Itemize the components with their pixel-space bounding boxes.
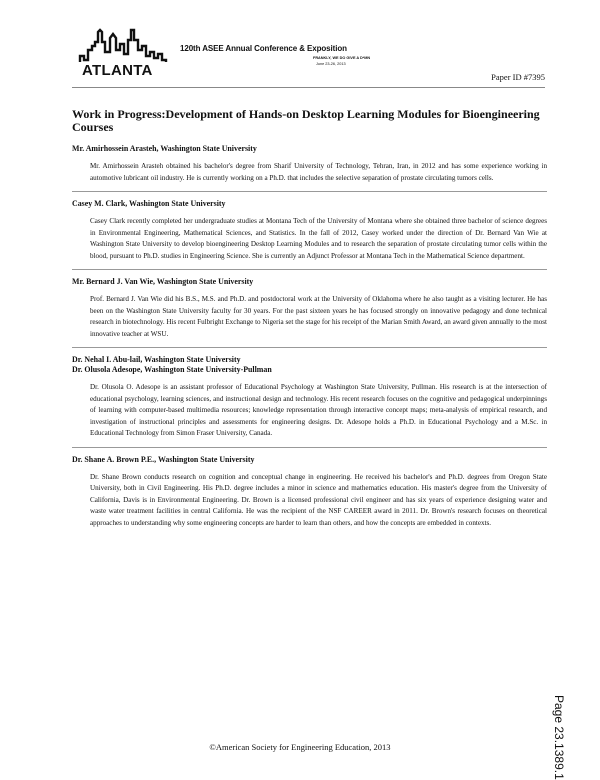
conference-header — [180, 44, 371, 66]
author-divider — [72, 191, 547, 192]
side-page-number: Page 23.1389.1 — [552, 695, 566, 780]
author-name: Dr. Olusola Adesope, Washington State University-Pullman — [72, 365, 272, 374]
author-name: Mr. Amirhossein Arasteh, Washington State University — [72, 144, 257, 153]
paper-title: Work in Progress:Development of Hands-on Desktop Learning Modules for Bioengineering Courses — [72, 107, 540, 134]
author-divider — [72, 347, 547, 348]
paper-id: Paper ID #7395 — [491, 72, 545, 82]
author-block — [72, 355, 547, 440]
author-block — [72, 199, 547, 262]
copyright-footer: ©American Society for Engineering Education, 2013 — [209, 742, 391, 752]
author-divider — [72, 269, 547, 270]
author-block — [72, 277, 547, 340]
author-name: Casey M. Clark, Washington State University — [72, 199, 226, 208]
author-name: Dr. Shane A. Brown P.E., Washington State University — [72, 454, 255, 464]
author-bio: Dr. Olusola O. Adesope is an assistant professor of Educational Psychology at Washington State University, Pullman. His research is at the intersection of educational psychology, learning sciences, and instructional design and technology. His recent research focuses on the cognitive and pedagogical underpinnings of learning with computer-based multimedia resources; knowledge representation through interactive concept maps; meta-analysis of empirical research, and investigation of instructional principles and assessments for engineering designs. Dr. Adesope holds a Ph.D. in Educational Psychology and a M.Sc. in Educational Technology from Simon Fraser University, Canada. — [90, 383, 547, 437]
city-wordmark: ATLANTA — [82, 62, 153, 79]
author-bio: Dr. Shane Brown conducts research on cognition and conceptual change in engineering. He received his bachelor's and Ph.D. degrees from Oregon State University, both in Civil Engineering. His Ph.D. degree includes a minor in science and mathematics education. His master's degree from the University of California, Davis is in Environmental Engineering. Dr. Brown is a licensed professional civil engineer and has six years of experience designing water and waste water treatment facilities in central California. He was the recipient of the NSF CAREER award in 2011. Dr. Brown's research focuses on theoretical approaches to understanding why some engineering concepts are harder to learn than others, and how the concepts are embedded in contexts. — [90, 472, 547, 527]
author-bio: Prof. Bernard J. Van Wie did his B.S., M.S. and Ph.D. and postdoctoral work at the University of Oklahoma where he also taught as a visiting lecturer. He has been on the Washington State University faculty for 30 years. For the past sixteen years he has focused strongly on innovative pedagogy and done technical research in biotechnology. His recent Fulbright Exchange to Nigeria set the stage for his receipt of the Marian Smith Award, an award given annually to the most innovative teacher at WSU. — [90, 295, 547, 338]
author-name: Mr. Bernard J. Van Wie, Washington State University — [72, 277, 254, 286]
conference-title: 120th ASEE Annual Conference & Exposition — [180, 44, 347, 53]
author-divider — [72, 447, 547, 448]
author-block — [72, 455, 547, 530]
conference-tagline: FRANKLY, WE DO GIVE A D*MN — [313, 56, 371, 60]
author-block — [72, 144, 547, 184]
header-divider — [72, 87, 545, 88]
author-list — [72, 144, 547, 529]
author-bio: Mr. Amirhossein Arasteh obtained his bachelor's degree from Sharif University of Technology, Tehran, Iran, in 2012 and has some experience working in automotive lubricant oil industry. He is currently working on a Ph.D. that includes the selective separation of prostate circulating tumors cells. — [90, 162, 547, 182]
conference-dates: June 23-26, 2013 — [316, 62, 346, 66]
author-name: Dr. Nehal I. Abu-lail, Washington State University — [72, 355, 241, 364]
author-bio: Casey Clark recently completed her undergraduate studies at Montana Tech of the University of Montana where she obtained three bachelor of science degrees in Environmental Engineering, Mathematical Sciences, and Statistics. In the fall of 2012, Casey worked under the direction of Dr. Bernard Van Wie at Washington State University to develop bioengineering Desktop Learning Modules and to research the separation of prostate circulating tumor cells within the blood, pursuant to Ph.D. studies in Engineering Science. She is currently an Adjunct Professor at Montana Tech in the Mathematical Science department. — [90, 217, 547, 260]
